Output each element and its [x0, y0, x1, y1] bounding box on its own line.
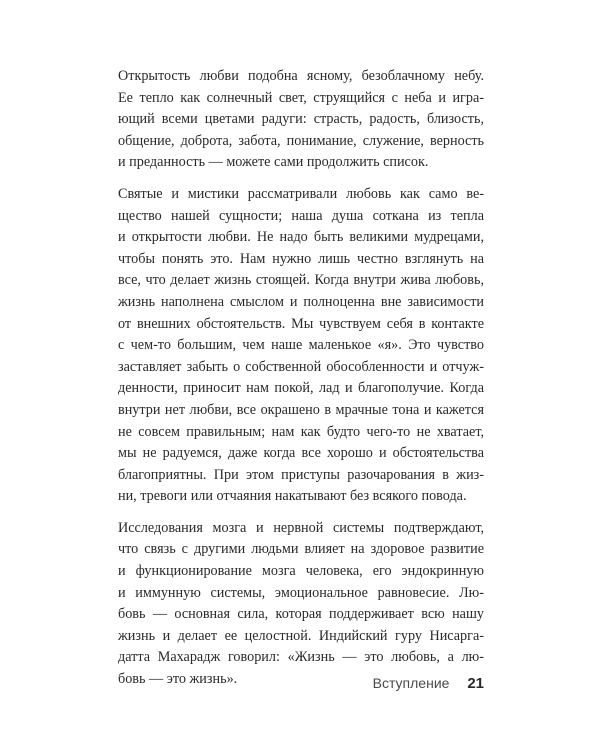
text-line: не совсем правильным; нам как будто чего-то не хватает,: [118, 423, 484, 440]
text-line: ющий всеми цветами радуги: страсть, радость, близость,: [118, 111, 484, 128]
text-line: и преданность — можете сами продолжить список.: [118, 154, 429, 171]
text-line: общение, доброта, забота, понимание, служение, верность: [118, 132, 484, 149]
text-line: ни, тревоги или отчаяния накатывают без всякого повода.: [118, 488, 467, 505]
paragraph-3: [118, 518, 484, 691]
text-line: благоприятны. При этом приступы разочарования в жиз-: [118, 466, 484, 483]
running-footer-section-title: Вступление: [372, 675, 450, 691]
text-line: жизнь и делает ее целостной. Индийский гуру Нисарга-: [118, 627, 484, 644]
page-body: [118, 66, 484, 691]
page-footer: [373, 675, 484, 692]
text-line: бовь — это жизнь».: [118, 671, 238, 688]
text-line: Ее тепло как солнечный свет, струящийся с неба и игра-: [118, 89, 484, 106]
text-line: жизнь наполнена смыслом и полноценна вне зависимости: [118, 293, 484, 310]
text-line: заставляет забыть о собственной обособленности и отчуж-: [118, 358, 484, 375]
paragraph-1: [118, 66, 484, 174]
text-line: от внешних обстоятельств. Мы чувствуем себя в контакте: [118, 315, 484, 332]
text-line: и иммунную системы, эмоциональное равновесие. Лю-: [118, 584, 484, 601]
text-line: Открытость любви подобна ясному, безоблачному небу.: [118, 68, 484, 84]
text-line: щество нашей сущности; наша душа соткана из тепла: [118, 207, 484, 224]
text-line: с чем-то большим, чем наше маленькое «я». Это чувство: [118, 337, 484, 354]
text-line: и функционирование мозга человека, его эндокринную: [118, 563, 484, 580]
page-number: 21: [467, 675, 484, 692]
text-line: все, что делает жизнь стоящей. Когда внутри жива любовь,: [118, 272, 484, 289]
text-line: бовь — основная сила, которая поддерживает всю нашу: [118, 606, 484, 623]
text-line: денности, приносит нам покой, лад и благополучие. Когда: [118, 380, 484, 397]
text-line: Исследования мозга и нервной системы подтверждают,: [118, 519, 484, 536]
paragraph-2: [118, 184, 484, 508]
text-line: и открытости любви. Не надо быть великими мудрецами,: [118, 229, 484, 246]
text-line: чтобы понять это. Нам нужно лишь честно взглянуть на: [118, 250, 484, 267]
text-line: Святые и мистики рассматривали любовь как само ве-: [118, 185, 484, 202]
text-line: что связь с другими людьми влияет на здоровое развитие: [118, 541, 484, 558]
text-line: датта Махарадж говорил: «Жизнь — это любовь, а лю-: [118, 649, 484, 666]
text-line: внутри нет любви, все окрашено в мрачные тона и кажется: [118, 401, 484, 418]
text-line: мы не радуемся, даже когда все хорошо и обстоятельства: [118, 445, 484, 462]
